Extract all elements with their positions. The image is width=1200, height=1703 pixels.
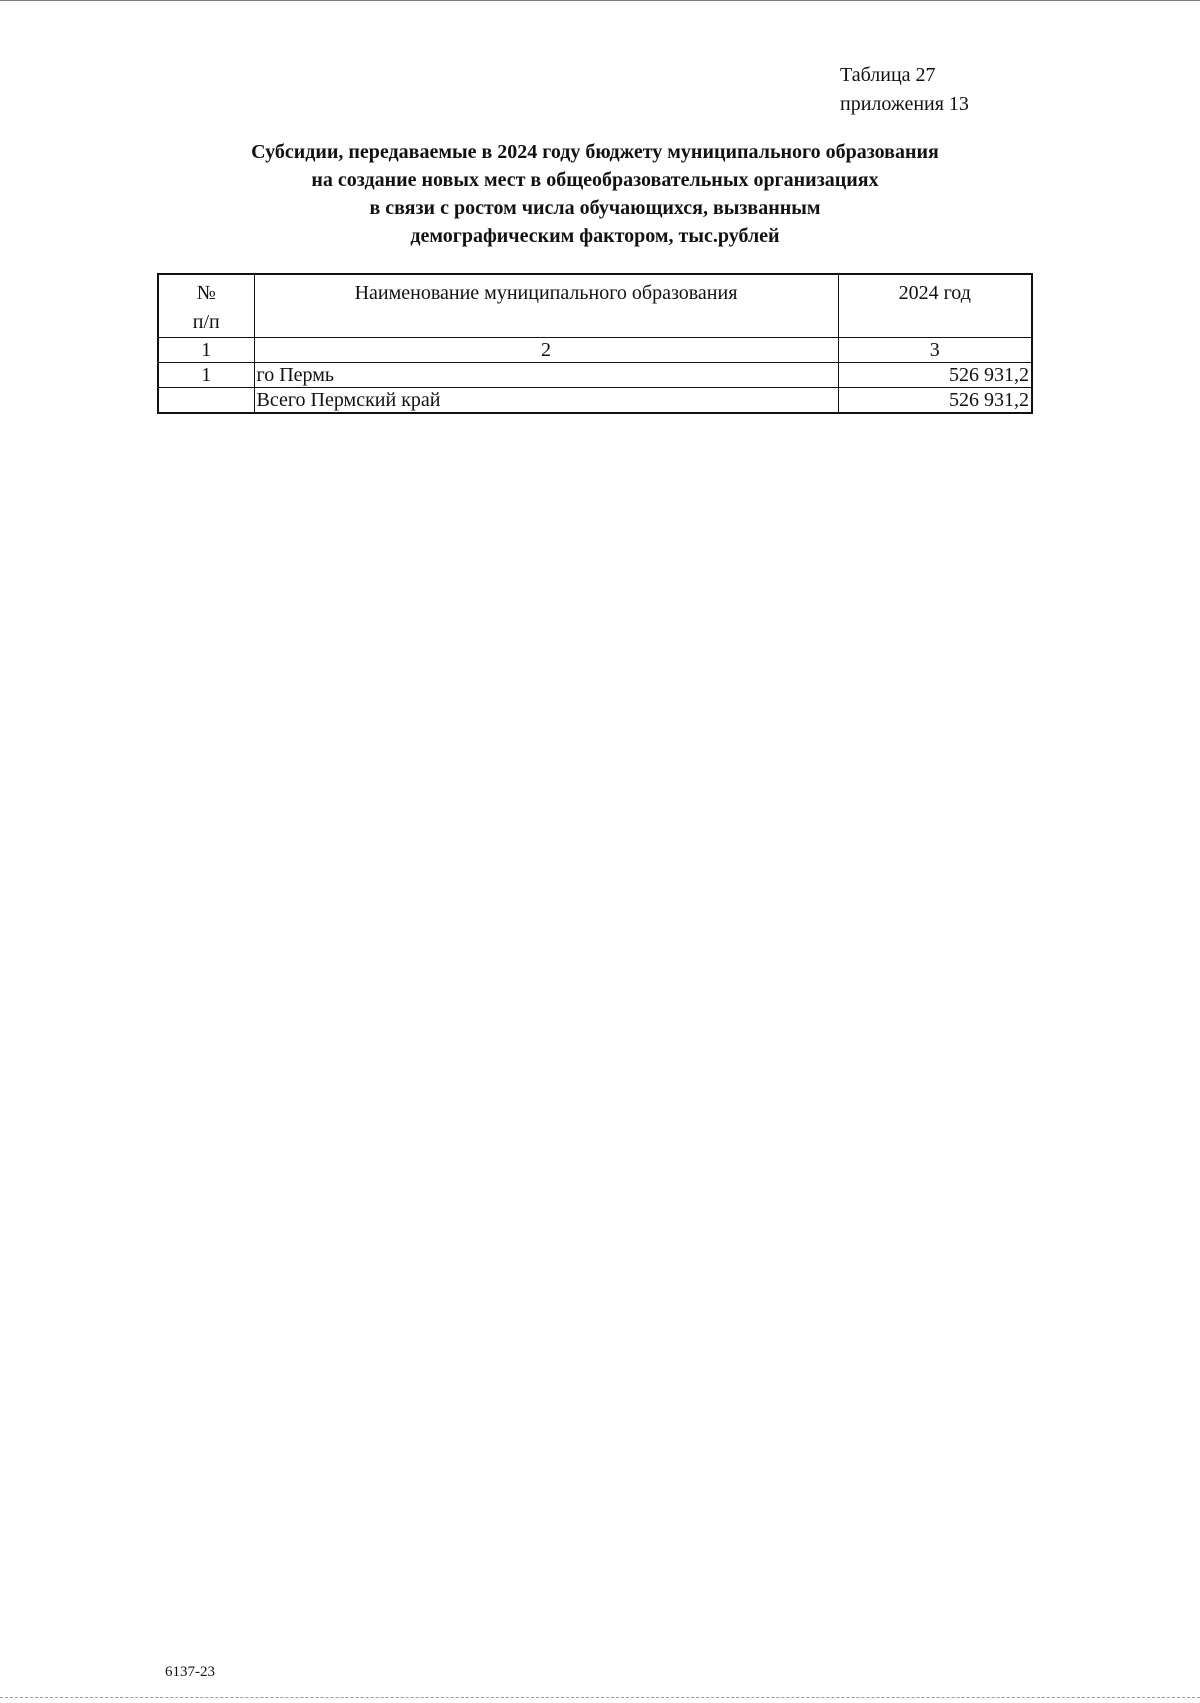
header-number-line-2: п/п	[192, 311, 220, 333]
table-reference-line-1: Таблица 27	[840, 64, 936, 86]
total-number-cell	[158, 388, 254, 414]
header-cell-name: Наименование муниципального образования	[254, 274, 838, 338]
document-title	[160, 138, 1030, 250]
document-code: 6137-23	[165, 1664, 215, 1680]
document-title-line-3: в связи с ростом числа обучающихся, вызванным	[369, 197, 821, 219]
table-reference-line-2: приложения 13	[840, 93, 969, 115]
table-total-row	[158, 388, 1032, 414]
table-row	[158, 363, 1032, 388]
column-number-cell: 3	[838, 338, 1032, 363]
document-title-line-2: на создание новых мест в общеобразовательных организациях	[311, 169, 879, 191]
total-value-cell: 526 931,2	[838, 388, 1032, 414]
row-value-cell: 526 931,2	[838, 363, 1032, 388]
row-name-cell: го Пермь	[254, 363, 838, 388]
column-number-cell: 1	[158, 338, 254, 363]
table-reference	[840, 61, 969, 119]
column-number-cell: 2	[254, 338, 838, 363]
page-bottom-edge	[0, 1697, 1200, 1698]
column-numbers-row	[158, 338, 1032, 363]
document-title-line-1: Субсидии, передаваемые в 2024 году бюджету муниципального образования	[251, 141, 939, 163]
header-cell-year: 2024 год	[838, 274, 1032, 338]
header-number-line-1: №	[196, 282, 216, 304]
subsidy-table	[157, 273, 1033, 414]
total-name-cell: Всего Пермский край	[254, 388, 838, 414]
header-cell-number	[158, 274, 254, 338]
table-header-row	[158, 274, 1032, 338]
row-number-cell: 1	[158, 363, 254, 388]
page-top-edge	[0, 0, 1200, 1]
document-title-line-4: демографическим фактором, тыс.рублей	[410, 225, 780, 247]
